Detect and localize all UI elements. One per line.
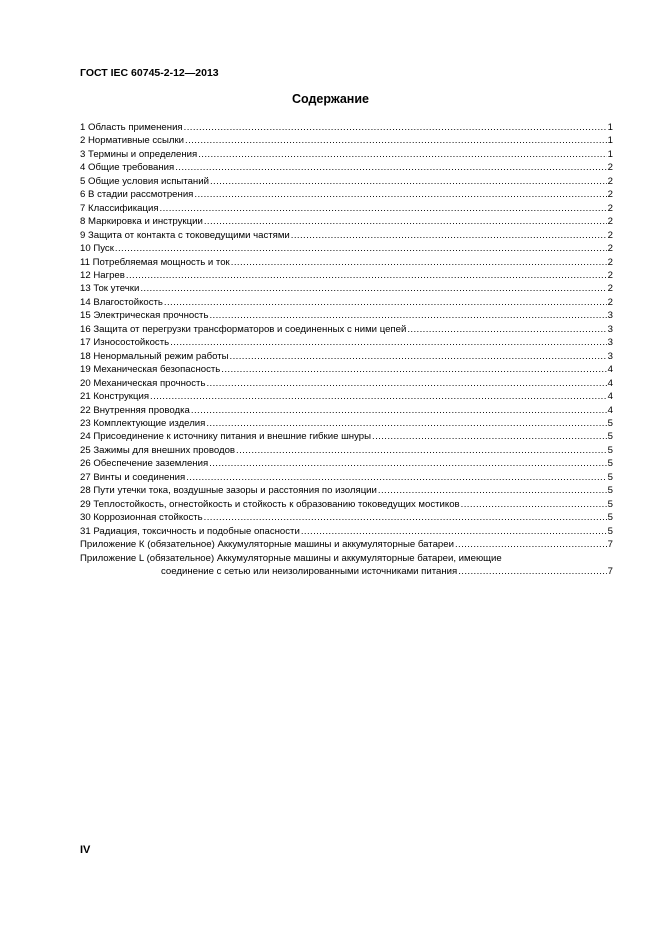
toc-entry[interactable] [80,229,613,242]
toc-entry-text: 22 Внутренняя проводка [80,404,190,416]
toc-entry-line2 [80,565,613,578]
toc-entry-text: 11 Потребляемая мощность и ток [80,256,230,268]
toc-entry-text: 2 Нормативные ссылки [80,135,185,147]
toc-entry-page: 2 [607,296,613,308]
toc-entry-page: 7 [607,565,613,577]
dot-leader [206,417,606,430]
toc-entry-page: 5 [607,485,613,497]
toc-entry-text: 20 Механическая прочность [80,377,206,389]
dot-leader [204,511,607,524]
dot-leader [236,444,607,457]
dot-leader [461,498,607,511]
toc-entry[interactable] [80,444,613,457]
toc-entry-text: 7 Классификация [80,202,159,214]
dot-leader [204,215,607,228]
toc-entry[interactable] [80,215,613,228]
dot-leader [458,565,606,578]
dot-leader [164,296,607,309]
toc-entry-page: 3 [607,350,613,362]
toc-entry[interactable] [80,309,613,322]
toc-entry-page: 2 [607,243,613,255]
toc-entry-text: Приложение К (обязательное) Аккумуляторные машины и аккумуляторные батареи [80,539,454,551]
toc-entry[interactable] [80,363,613,376]
toc-entry-page: 2 [607,256,613,268]
dot-leader [160,202,607,215]
dot-leader [455,538,607,551]
toc-entry-text: 28 Пути утечки тока, воздушные зазоры и расстояния по изоляции [80,485,377,497]
document-header: ГОСТ IEC 60745-2-12—2013 [80,67,219,79]
toc-entry[interactable] [80,175,613,188]
toc-entry-page: 5 [607,458,613,470]
toc-entry[interactable] [80,390,613,403]
toc-entry[interactable] [80,430,613,443]
dot-leader [209,457,606,470]
toc-entry-text: 30 Коррозионная стойкость [80,512,203,524]
toc-entry-text-line1: Приложение L (обязательное) Аккумуляторные машины и аккумуляторные батареи, имеющие [80,552,502,564]
toc-entry-text: 24 Присоединение к источнику питания и внешние гибкие шнуры [80,431,372,443]
toc-entry[interactable] [80,377,613,390]
dot-leader [194,188,606,201]
toc-entry-page: 5 [607,417,613,429]
dot-leader [191,404,607,417]
toc-entry[interactable] [80,525,613,538]
toc-entry[interactable] [80,511,613,524]
toc-entry-page: 5 [607,431,613,443]
dot-leader [198,148,606,161]
toc-entry-page: 2 [607,202,613,214]
page-number: IV [80,844,91,856]
toc-entry-text: 8 Маркировка и инструкции [80,216,203,228]
dot-leader [210,175,607,188]
toc-entry-page: 3 [607,337,613,349]
toc-entry-text: 26 Обеспечение заземления [80,458,209,470]
dot-leader [209,309,606,322]
toc-entry[interactable] [80,269,613,282]
toc-entry[interactable] [80,134,613,147]
dot-leader [206,377,606,390]
toc-entry-text-line2: соединение с сетью или неизолированными источниками питания [161,565,458,577]
dot-leader [291,229,607,242]
toc-entry-text: 31 Радиация, токсичность и подобные опасности [80,525,300,537]
dot-leader [372,430,607,443]
table-of-contents [80,121,613,578]
toc-entry[interactable] [80,188,613,201]
dot-leader [221,363,606,376]
toc-entry-page: 2 [607,216,613,228]
toc-entry-page: 2 [607,229,613,241]
toc-entry-text: 9 Защита от контакта с токоведущими частями [80,229,290,241]
toc-entry-text: 6 В стадии рассмотрения [80,189,194,201]
toc-entry[interactable] [80,498,613,511]
toc-entry-text: 15 Электрическая прочность [80,310,209,322]
toc-entry[interactable] [80,323,613,336]
toc-entry-text: 27 Винты и соединения [80,471,186,483]
dot-leader [150,390,607,403]
toc-entry-text: 29 Теплостойкость, огнестойкость и стойкость к образованию токоведущих мостиков [80,498,460,510]
toc-entry-page: 3 [607,310,613,322]
toc-entry[interactable] [80,161,613,174]
toc-entry-page: 5 [607,444,613,456]
dot-leader [170,336,607,349]
dot-leader [231,256,607,269]
toc-entry-text: 23 Комплектующие изделия [80,417,206,429]
dot-leader [407,323,606,336]
toc-entry-page: 5 [607,471,613,483]
toc-entry-text: 10 Пуск [80,243,114,255]
toc-entry-page: 1 [607,135,613,147]
toc-entry-page: 2 [607,175,613,187]
dot-leader [230,350,607,363]
toc-entry-page: 3 [607,323,613,335]
toc-title: Содержание [291,92,369,106]
toc-entry-page: 2 [607,162,613,174]
toc-entry-text: 3 Термины и определения [80,148,198,160]
dot-leader [175,161,606,174]
toc-entry[interactable] [80,471,613,484]
toc-entry[interactable] [80,484,613,497]
toc-entry-text: 25 Зажимы для внешних проводов [80,444,236,456]
toc-entry[interactable] [80,121,613,134]
toc-entry[interactable] [80,282,613,295]
toc-entry-page: 2 [607,269,613,281]
toc-entry-text: 12 Нагрев [80,269,125,281]
toc-entry[interactable] [80,148,613,161]
dot-leader [140,282,606,295]
toc-entry-page: 7 [607,539,613,551]
toc-entry-text: 1 Область применения [80,122,183,133]
toc-entry-text: 4 Общие требования [80,162,175,174]
toc-entry-text: 18 Ненормальный режим работы [80,350,229,362]
toc-entry-page: 2 [607,189,613,201]
toc-entry-page: 1 [607,148,613,160]
toc-entry-text: 17 Износостойкость [80,337,170,349]
dot-leader [184,121,607,134]
dot-leader [186,471,606,484]
dot-leader [378,484,607,497]
toc-entry-text: 5 Общие условия испытаний [80,175,209,187]
dot-leader [301,525,607,538]
toc-entry[interactable] [80,336,613,349]
toc-entry-page: 4 [607,404,613,416]
toc-entry-page: 4 [607,391,613,403]
toc-entry-text: 16 Защита от перегрузки трансформаторов и соединенных с ними цепей [80,323,407,335]
toc-entry-page: 4 [607,377,613,389]
toc-entry-text: 19 Механическая безопасность [80,364,221,376]
toc-entry-page: 5 [607,498,613,510]
toc-entry[interactable] [80,538,613,551]
toc-entry-page: 5 [607,525,613,537]
toc-entry-page: 4 [607,364,613,376]
dot-leader [126,269,607,282]
toc-entry-text: 13 Ток утечки [80,283,140,295]
toc-entry-appendix-l[interactable] [80,552,613,579]
toc-entry-text: 21 Конструкция [80,391,150,403]
toc-entry-page: 5 [607,512,613,524]
toc-entry-page: 2 [607,283,613,295]
toc-entry[interactable] [80,256,613,269]
dot-leader [185,134,607,147]
dot-leader [115,242,607,255]
toc-entry[interactable] [80,404,613,417]
toc-entry[interactable] [80,417,613,430]
toc-entry[interactable] [80,296,613,309]
toc-entry[interactable] [80,242,613,255]
toc-entry[interactable] [80,457,613,470]
toc-entry[interactable] [80,350,613,363]
toc-entry-page: 1 [607,122,613,133]
toc-entry-text: 14 Влагостойкость [80,296,163,308]
toc-entry[interactable] [80,202,613,215]
